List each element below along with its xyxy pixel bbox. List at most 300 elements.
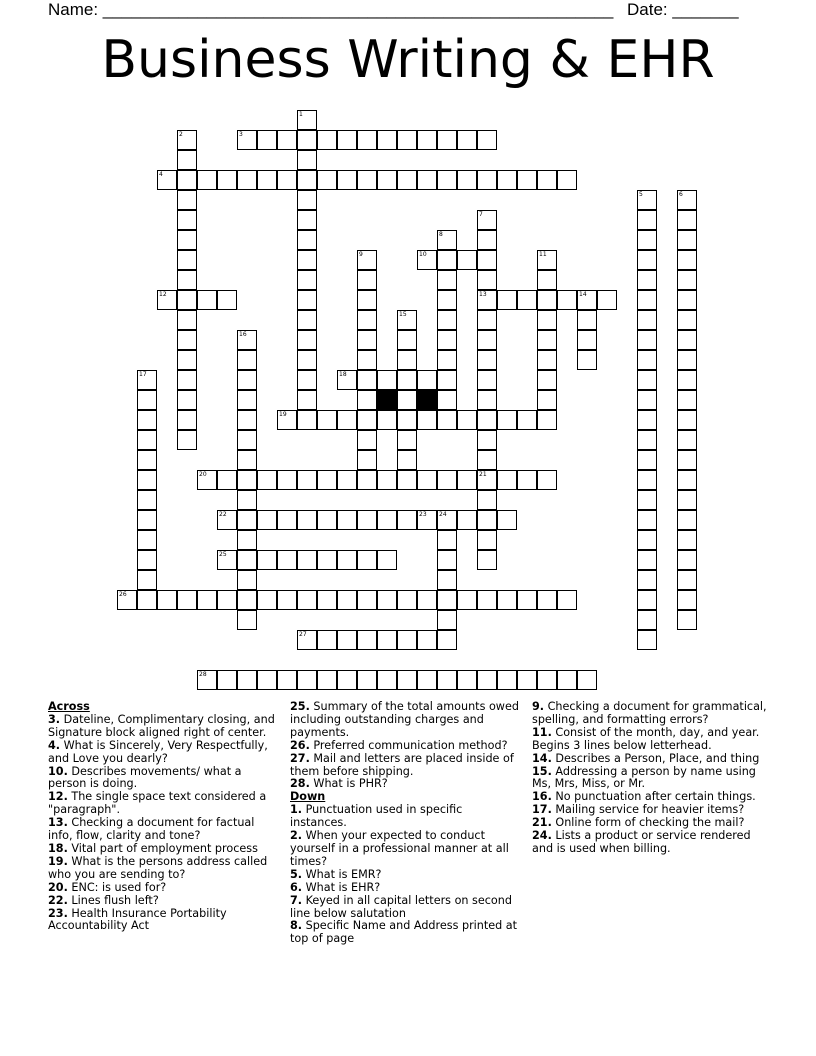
grid-cell[interactable] bbox=[517, 470, 537, 490]
grid-cell[interactable] bbox=[177, 370, 197, 390]
grid-cell[interactable] bbox=[297, 370, 317, 390]
grid-cell[interactable] bbox=[537, 290, 557, 310]
grid-cell[interactable] bbox=[437, 470, 457, 490]
grid-cell[interactable] bbox=[537, 170, 557, 190]
grid-cell[interactable] bbox=[677, 410, 697, 430]
grid-cell[interactable] bbox=[337, 370, 357, 390]
grid-cell[interactable] bbox=[677, 190, 697, 210]
grid-cell[interactable] bbox=[277, 170, 297, 190]
grid-cell[interactable] bbox=[297, 210, 317, 230]
grid-cell[interactable] bbox=[677, 350, 697, 370]
grid-cell[interactable] bbox=[277, 510, 297, 530]
grid-cell[interactable] bbox=[517, 290, 537, 310]
grid-cell[interactable] bbox=[637, 590, 657, 610]
grid-cell[interactable] bbox=[397, 370, 417, 390]
grid-cell[interactable] bbox=[357, 170, 377, 190]
grid-cell[interactable] bbox=[357, 290, 377, 310]
grid-cell[interactable] bbox=[177, 230, 197, 250]
grid-cell[interactable] bbox=[297, 470, 317, 490]
grid-cell[interactable] bbox=[637, 290, 657, 310]
grid-cell[interactable] bbox=[557, 290, 577, 310]
grid-cell[interactable] bbox=[477, 410, 497, 430]
grid-cell[interactable] bbox=[477, 350, 497, 370]
grid-cell[interactable] bbox=[477, 530, 497, 550]
grid-cell[interactable] bbox=[137, 570, 157, 590]
grid-cell[interactable] bbox=[257, 670, 277, 690]
grid-cell[interactable] bbox=[417, 410, 437, 430]
grid-cell[interactable] bbox=[137, 530, 157, 550]
grid-cell[interactable] bbox=[457, 250, 477, 270]
grid-cell[interactable] bbox=[237, 350, 257, 370]
grid-cell[interactable] bbox=[477, 470, 497, 490]
grid-cell[interactable] bbox=[637, 450, 657, 470]
grid-cell[interactable] bbox=[437, 530, 457, 550]
grid-cell[interactable] bbox=[397, 590, 417, 610]
grid-cell[interactable] bbox=[317, 510, 337, 530]
grid-cell[interactable] bbox=[297, 330, 317, 350]
grid-cell[interactable] bbox=[417, 170, 437, 190]
grid-cell[interactable] bbox=[177, 430, 197, 450]
grid-cell[interactable] bbox=[237, 390, 257, 410]
grid-cell[interactable] bbox=[417, 590, 437, 610]
grid-cell[interactable] bbox=[357, 130, 377, 150]
grid-cell[interactable] bbox=[477, 170, 497, 190]
grid-cell[interactable] bbox=[237, 610, 257, 630]
grid-cell[interactable] bbox=[377, 630, 397, 650]
grid-cell[interactable] bbox=[177, 390, 197, 410]
grid-cell[interactable] bbox=[397, 310, 417, 330]
grid-cell[interactable] bbox=[297, 390, 317, 410]
grid-cell[interactable] bbox=[397, 470, 417, 490]
grid-cell[interactable] bbox=[297, 230, 317, 250]
grid-cell[interactable] bbox=[277, 550, 297, 570]
grid-cell[interactable] bbox=[357, 630, 377, 650]
grid-cell[interactable] bbox=[177, 190, 197, 210]
grid-cell[interactable] bbox=[217, 670, 237, 690]
grid-cell[interactable] bbox=[377, 130, 397, 150]
grid-cell[interactable] bbox=[417, 670, 437, 690]
grid-cell[interactable] bbox=[157, 170, 177, 190]
grid-cell[interactable] bbox=[637, 330, 657, 350]
grid-cell[interactable] bbox=[237, 530, 257, 550]
grid-cell[interactable] bbox=[417, 130, 437, 150]
grid-cell[interactable] bbox=[137, 450, 157, 470]
grid-cell[interactable] bbox=[477, 490, 497, 510]
grid-cell[interactable] bbox=[177, 410, 197, 430]
grid-cell[interactable] bbox=[677, 230, 697, 250]
grid-cell[interactable] bbox=[577, 670, 597, 690]
grid-cell[interactable] bbox=[537, 410, 557, 430]
grid-cell[interactable] bbox=[137, 490, 157, 510]
grid-cell[interactable] bbox=[197, 170, 217, 190]
grid-cell[interactable] bbox=[457, 470, 477, 490]
grid-cell[interactable] bbox=[217, 550, 237, 570]
grid-cell[interactable] bbox=[297, 130, 317, 150]
grid-cell[interactable] bbox=[137, 510, 157, 530]
grid-cell[interactable] bbox=[437, 590, 457, 610]
grid-cell[interactable] bbox=[397, 170, 417, 190]
grid-cell[interactable] bbox=[177, 330, 197, 350]
grid-cell[interactable] bbox=[637, 230, 657, 250]
grid-cell[interactable] bbox=[217, 470, 237, 490]
grid-cell[interactable] bbox=[337, 470, 357, 490]
grid-cell[interactable] bbox=[477, 210, 497, 230]
grid-cell[interactable] bbox=[177, 270, 197, 290]
grid-cell[interactable] bbox=[637, 550, 657, 570]
grid-cell[interactable] bbox=[477, 450, 497, 470]
grid-cell[interactable] bbox=[277, 670, 297, 690]
grid-cell[interactable] bbox=[457, 170, 477, 190]
grid-cell[interactable] bbox=[277, 130, 297, 150]
grid-cell[interactable] bbox=[377, 170, 397, 190]
grid-cell[interactable] bbox=[437, 630, 457, 650]
grid-cell[interactable] bbox=[477, 430, 497, 450]
grid-cell[interactable] bbox=[437, 270, 457, 290]
grid-cell[interactable] bbox=[537, 370, 557, 390]
grid-cell[interactable] bbox=[457, 130, 477, 150]
grid-cell[interactable] bbox=[637, 490, 657, 510]
grid-cell[interactable] bbox=[137, 410, 157, 430]
grid-cell[interactable] bbox=[577, 330, 597, 350]
grid-cell[interactable] bbox=[297, 110, 317, 130]
grid-cell[interactable] bbox=[637, 430, 657, 450]
grid-cell[interactable] bbox=[457, 510, 477, 530]
grid-cell[interactable] bbox=[537, 270, 557, 290]
grid-cell[interactable] bbox=[237, 330, 257, 350]
grid-cell[interactable] bbox=[237, 410, 257, 430]
grid-cell[interactable] bbox=[477, 310, 497, 330]
grid-cell[interactable] bbox=[477, 130, 497, 150]
grid-cell[interactable] bbox=[197, 670, 217, 690]
grid-cell[interactable] bbox=[397, 410, 417, 430]
grid-cell[interactable] bbox=[437, 330, 457, 350]
grid-cell[interactable] bbox=[677, 530, 697, 550]
grid-cell[interactable] bbox=[177, 290, 197, 310]
grid-cell[interactable] bbox=[477, 590, 497, 610]
grid-cell[interactable] bbox=[377, 670, 397, 690]
grid-cell[interactable] bbox=[417, 510, 437, 530]
grid-cell[interactable] bbox=[237, 510, 257, 530]
grid-cell[interactable] bbox=[337, 410, 357, 430]
grid-cell[interactable] bbox=[257, 470, 277, 490]
grid-cell[interactable] bbox=[357, 590, 377, 610]
grid-cell[interactable] bbox=[297, 510, 317, 530]
grid-cell[interactable] bbox=[257, 510, 277, 530]
grid-cell[interactable] bbox=[237, 430, 257, 450]
grid-cell[interactable] bbox=[677, 390, 697, 410]
grid-cell[interactable] bbox=[357, 510, 377, 530]
grid-cell[interactable] bbox=[637, 410, 657, 430]
grid-cell[interactable] bbox=[377, 370, 397, 390]
grid-cell[interactable] bbox=[237, 170, 257, 190]
grid-cell[interactable] bbox=[637, 630, 657, 650]
grid-cell[interactable] bbox=[637, 370, 657, 390]
grid-cell[interactable] bbox=[357, 370, 377, 390]
grid-cell[interactable] bbox=[397, 630, 417, 650]
grid-cell[interactable] bbox=[337, 630, 357, 650]
grid-cell[interactable] bbox=[257, 550, 277, 570]
grid-cell[interactable] bbox=[497, 290, 517, 310]
grid-cell[interactable] bbox=[537, 310, 557, 330]
grid-cell[interactable] bbox=[297, 310, 317, 330]
grid-cell[interactable] bbox=[177, 150, 197, 170]
grid-cell[interactable] bbox=[437, 390, 457, 410]
grid-cell[interactable] bbox=[477, 670, 497, 690]
grid-cell[interactable] bbox=[297, 150, 317, 170]
grid-cell[interactable] bbox=[297, 170, 317, 190]
grid-cell[interactable] bbox=[677, 450, 697, 470]
grid-cell[interactable] bbox=[317, 670, 337, 690]
grid-cell[interactable] bbox=[417, 630, 437, 650]
grid-cell[interactable] bbox=[477, 510, 497, 530]
grid-cell[interactable] bbox=[377, 590, 397, 610]
grid-cell[interactable] bbox=[217, 590, 237, 610]
grid-cell[interactable] bbox=[437, 130, 457, 150]
grid-cell[interactable] bbox=[637, 570, 657, 590]
grid-cell[interactable] bbox=[397, 670, 417, 690]
grid-cell[interactable] bbox=[297, 350, 317, 370]
grid-cell[interactable] bbox=[457, 590, 477, 610]
grid-cell[interactable] bbox=[357, 670, 377, 690]
grid-cell[interactable] bbox=[597, 290, 617, 310]
grid-cell[interactable] bbox=[537, 330, 557, 350]
grid-cell[interactable] bbox=[357, 330, 377, 350]
grid-cell[interactable] bbox=[237, 570, 257, 590]
grid-cell[interactable] bbox=[517, 670, 537, 690]
grid-cell[interactable] bbox=[457, 410, 477, 430]
grid-cell[interactable] bbox=[517, 410, 537, 430]
grid-cell[interactable] bbox=[297, 290, 317, 310]
grid-cell[interactable] bbox=[237, 550, 257, 570]
grid-cell[interactable] bbox=[237, 590, 257, 610]
grid-cell[interactable] bbox=[297, 410, 317, 430]
grid-cell[interactable] bbox=[157, 590, 177, 610]
grid-cell[interactable] bbox=[437, 510, 457, 530]
grid-cell[interactable] bbox=[517, 590, 537, 610]
grid-cell[interactable] bbox=[297, 550, 317, 570]
grid-cell[interactable] bbox=[437, 230, 457, 250]
grid-cell[interactable] bbox=[497, 590, 517, 610]
grid-cell[interactable] bbox=[677, 270, 697, 290]
grid-cell[interactable] bbox=[177, 310, 197, 330]
grid-cell[interactable] bbox=[317, 630, 337, 650]
grid-cell[interactable] bbox=[357, 350, 377, 370]
grid-cell[interactable] bbox=[377, 410, 397, 430]
grid-cell[interactable] bbox=[477, 230, 497, 250]
grid-cell[interactable] bbox=[417, 370, 437, 390]
grid-cell[interactable] bbox=[677, 590, 697, 610]
grid-cell[interactable] bbox=[477, 550, 497, 570]
grid-cell[interactable] bbox=[317, 130, 337, 150]
grid-cell[interactable] bbox=[197, 590, 217, 610]
grid-cell[interactable] bbox=[317, 590, 337, 610]
grid-cell[interactable] bbox=[177, 350, 197, 370]
grid-cell[interactable] bbox=[537, 350, 557, 370]
grid-cell[interactable] bbox=[197, 470, 217, 490]
grid-cell[interactable] bbox=[637, 510, 657, 530]
grid-cell[interactable] bbox=[177, 170, 197, 190]
grid-cell[interactable] bbox=[357, 270, 377, 290]
grid-cell[interactable] bbox=[577, 310, 597, 330]
grid-cell[interactable] bbox=[297, 270, 317, 290]
grid-cell[interactable] bbox=[257, 130, 277, 150]
grid-cell[interactable] bbox=[197, 290, 217, 310]
grid-cell[interactable] bbox=[377, 510, 397, 530]
grid-cell[interactable] bbox=[637, 610, 657, 630]
grid-cell[interactable] bbox=[297, 670, 317, 690]
grid-cell[interactable] bbox=[137, 590, 157, 610]
grid-cell[interactable] bbox=[217, 170, 237, 190]
grid-cell[interactable] bbox=[357, 410, 377, 430]
grid-cell[interactable] bbox=[137, 430, 157, 450]
grid-cell[interactable] bbox=[577, 350, 597, 370]
grid-cell[interactable] bbox=[517, 170, 537, 190]
grid-cell[interactable] bbox=[357, 450, 377, 470]
grid-cell[interactable] bbox=[637, 350, 657, 370]
grid-cell[interactable] bbox=[317, 410, 337, 430]
grid-cell[interactable] bbox=[237, 490, 257, 510]
grid-cell[interactable] bbox=[177, 210, 197, 230]
grid-cell[interactable] bbox=[177, 250, 197, 270]
grid-cell[interactable] bbox=[237, 130, 257, 150]
grid-cell[interactable] bbox=[337, 670, 357, 690]
grid-cell[interactable] bbox=[537, 670, 557, 690]
grid-cell[interactable] bbox=[437, 370, 457, 390]
grid-cell[interactable] bbox=[297, 190, 317, 210]
grid-cell[interactable] bbox=[397, 130, 417, 150]
grid-cell[interactable] bbox=[137, 390, 157, 410]
grid-cell[interactable] bbox=[677, 430, 697, 450]
grid-cell[interactable] bbox=[277, 590, 297, 610]
grid-cell[interactable] bbox=[437, 310, 457, 330]
grid-cell[interactable] bbox=[677, 290, 697, 310]
grid-cell[interactable] bbox=[257, 170, 277, 190]
grid-cell[interactable] bbox=[137, 550, 157, 570]
grid-cell[interactable] bbox=[497, 510, 517, 530]
grid-cell[interactable] bbox=[377, 470, 397, 490]
grid-cell[interactable] bbox=[677, 550, 697, 570]
grid-cell[interactable] bbox=[217, 290, 237, 310]
grid-cell[interactable] bbox=[637, 390, 657, 410]
grid-cell[interactable] bbox=[157, 290, 177, 310]
grid-cell[interactable] bbox=[437, 670, 457, 690]
grid-cell[interactable] bbox=[237, 450, 257, 470]
grid-cell[interactable] bbox=[457, 670, 477, 690]
grid-cell[interactable] bbox=[237, 670, 257, 690]
grid-cell[interactable] bbox=[357, 430, 377, 450]
grid-cell[interactable] bbox=[397, 330, 417, 350]
grid-cell[interactable] bbox=[437, 290, 457, 310]
grid-cell[interactable] bbox=[437, 410, 457, 430]
grid-cell[interactable] bbox=[637, 470, 657, 490]
grid-cell[interactable] bbox=[637, 530, 657, 550]
grid-cell[interactable] bbox=[297, 590, 317, 610]
grid-cell[interactable] bbox=[637, 210, 657, 230]
grid-cell[interactable] bbox=[377, 550, 397, 570]
grid-cell[interactable] bbox=[277, 410, 297, 430]
grid-cell[interactable] bbox=[177, 130, 197, 150]
grid-cell[interactable] bbox=[557, 590, 577, 610]
grid-cell[interactable] bbox=[337, 550, 357, 570]
grid-cell[interactable] bbox=[357, 310, 377, 330]
grid-cell[interactable] bbox=[497, 170, 517, 190]
grid-cell[interactable] bbox=[537, 590, 557, 610]
grid-cell[interactable] bbox=[537, 250, 557, 270]
grid-cell[interactable] bbox=[497, 670, 517, 690]
grid-cell[interactable] bbox=[397, 510, 417, 530]
grid-cell[interactable] bbox=[477, 370, 497, 390]
grid-cell[interactable] bbox=[637, 250, 657, 270]
grid-cell[interactable] bbox=[137, 470, 157, 490]
grid-cell[interactable] bbox=[237, 370, 257, 390]
grid-cell[interactable] bbox=[357, 390, 377, 410]
grid-cell[interactable] bbox=[437, 350, 457, 370]
grid-cell[interactable] bbox=[337, 170, 357, 190]
grid-cell[interactable] bbox=[537, 390, 557, 410]
grid-cell[interactable] bbox=[677, 370, 697, 390]
grid-cell[interactable] bbox=[117, 590, 137, 610]
grid-cell[interactable] bbox=[557, 670, 577, 690]
grid-cell[interactable] bbox=[437, 170, 457, 190]
grid-cell[interactable] bbox=[417, 250, 437, 270]
grid-cell[interactable] bbox=[397, 350, 417, 370]
grid-cell[interactable] bbox=[677, 210, 697, 230]
grid-cell[interactable] bbox=[637, 270, 657, 290]
grid-cell[interactable] bbox=[677, 250, 697, 270]
grid-cell[interactable] bbox=[397, 390, 417, 410]
grid-cell[interactable] bbox=[677, 490, 697, 510]
grid-cell[interactable] bbox=[357, 470, 377, 490]
grid-cell[interactable] bbox=[337, 590, 357, 610]
grid-cell[interactable] bbox=[677, 310, 697, 330]
grid-cell[interactable] bbox=[177, 590, 197, 610]
grid-cell[interactable] bbox=[497, 410, 517, 430]
grid-cell[interactable] bbox=[677, 330, 697, 350]
grid-cell[interactable] bbox=[477, 330, 497, 350]
grid-cell[interactable] bbox=[137, 370, 157, 390]
grid-cell[interactable] bbox=[677, 610, 697, 630]
grid-cell[interactable] bbox=[337, 510, 357, 530]
grid-cell[interactable] bbox=[437, 550, 457, 570]
grid-cell[interactable] bbox=[477, 390, 497, 410]
grid-cell[interactable] bbox=[557, 170, 577, 190]
grid-cell[interactable] bbox=[397, 430, 417, 450]
grid-cell[interactable] bbox=[437, 570, 457, 590]
grid-cell[interactable] bbox=[257, 590, 277, 610]
grid-cell[interactable] bbox=[337, 130, 357, 150]
grid-cell[interactable] bbox=[677, 470, 697, 490]
grid-cell[interactable] bbox=[237, 470, 257, 490]
grid-cell[interactable] bbox=[317, 170, 337, 190]
grid-cell[interactable] bbox=[297, 250, 317, 270]
grid-cell[interactable] bbox=[677, 570, 697, 590]
grid-cell[interactable] bbox=[357, 550, 377, 570]
grid-cell[interactable] bbox=[677, 510, 697, 530]
grid-cell[interactable] bbox=[297, 630, 317, 650]
grid-cell[interactable] bbox=[317, 470, 337, 490]
grid-cell[interactable] bbox=[277, 470, 297, 490]
grid-cell[interactable] bbox=[537, 470, 557, 490]
grid-cell[interactable] bbox=[317, 550, 337, 570]
grid-cell[interactable] bbox=[417, 470, 437, 490]
grid-cell[interactable] bbox=[437, 610, 457, 630]
grid-cell[interactable] bbox=[477, 270, 497, 290]
grid-cell[interactable] bbox=[437, 250, 457, 270]
grid-cell[interactable] bbox=[637, 310, 657, 330]
grid-cell[interactable] bbox=[477, 290, 497, 310]
grid-cell[interactable] bbox=[477, 250, 497, 270]
grid-cell[interactable] bbox=[397, 450, 417, 470]
